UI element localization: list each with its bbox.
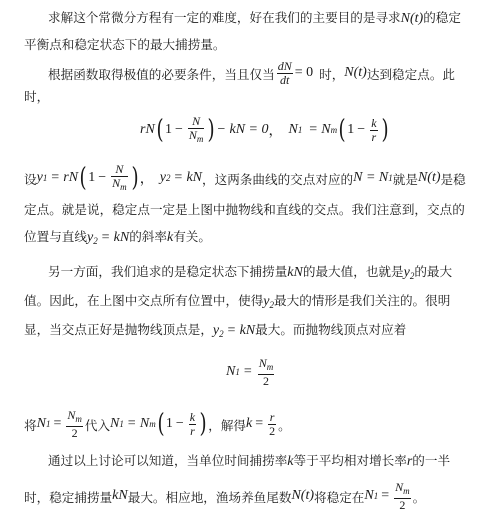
text: 的斜率 (129, 229, 167, 244)
fraction-k-r (189, 411, 196, 438)
math: N (364, 488, 374, 503)
sub: m (120, 181, 127, 192)
para4-line2 (24, 293, 450, 313)
num: k (371, 115, 377, 130)
math: N (110, 416, 120, 431)
sub: m (196, 133, 204, 144)
math: rN (140, 122, 155, 137)
sub: 2 (166, 173, 171, 183)
text: 。 (412, 489, 426, 505)
equation-vertex (226, 352, 276, 392)
den: 2 (399, 497, 406, 512)
math: N (36, 416, 46, 431)
den: 2 (263, 373, 269, 388)
den (111, 177, 128, 194)
math: N (395, 479, 404, 494)
den: r (371, 129, 377, 144)
math: N (288, 122, 298, 137)
math: N (112, 175, 121, 190)
fraction-dN-dt (277, 60, 293, 87)
math: = (381, 488, 390, 503)
lparen: ( (157, 409, 165, 439)
math: kN (287, 265, 303, 280)
text: 的最大值，也就是 (302, 264, 404, 279)
math: y (86, 230, 94, 245)
den: r (190, 423, 195, 438)
num: N (115, 161, 124, 176)
text: 是稳 (440, 171, 466, 187)
math: y (403, 265, 410, 280)
para1-line2 (24, 37, 226, 53)
text: 设 (24, 171, 37, 187)
math: ， (268, 124, 283, 139)
sub: m (149, 419, 156, 429)
rparen: ) (207, 115, 216, 145)
math: = rN (50, 170, 79, 185)
math: y (212, 323, 220, 338)
text: 代入 (84, 417, 111, 433)
text: 显，当交点正好是抛物线顶点是， (24, 322, 213, 337)
lparen: ( (156, 115, 164, 145)
text: 位置与直线 (24, 229, 87, 244)
math: N(t) (291, 488, 314, 503)
math: − (175, 416, 184, 431)
math: − (98, 170, 107, 185)
text: 的最大 (414, 264, 453, 279)
para4-line1 (48, 264, 452, 284)
den: dt (280, 72, 290, 87)
text: 。 (278, 417, 291, 433)
num: r (269, 409, 275, 424)
lparen: ( (338, 115, 346, 145)
math: y (263, 294, 270, 309)
math: − kN = 0 (216, 122, 269, 137)
math: y (159, 170, 166, 185)
math: k (166, 230, 174, 245)
para5-line1 (24, 402, 291, 446)
para2-line1 (48, 56, 455, 90)
math: N (258, 355, 267, 370)
math: = (53, 416, 62, 431)
sub: 1 (297, 125, 303, 135)
num (394, 481, 411, 498)
text: 的稳定 (423, 10, 461, 25)
text: 的一半 (412, 453, 451, 468)
math: k (246, 416, 253, 431)
math: 1 (165, 416, 173, 431)
fraction-Nm-2 (258, 357, 275, 388)
rparen: ) (199, 409, 207, 439)
sub: 1 (42, 173, 48, 183)
text: 时，稳定捕捞量 (24, 489, 113, 505)
text: 求解这个常微分方程有一定的难度，好在我们的主要目的是寻求 (48, 10, 401, 25)
math: = kN (226, 323, 256, 338)
math: = kN (100, 230, 130, 245)
text: 等于平均相对增长率 (293, 453, 407, 468)
math-Nt: N(t) (400, 11, 424, 26)
num: dN (277, 58, 292, 73)
text: 时， (319, 66, 345, 82)
fraction-k-r (370, 117, 377, 144)
sub: 2 (269, 300, 274, 310)
text: 根据函数取得极值的必要条件，当且仅当 (48, 66, 275, 82)
text: 时， (24, 89, 50, 104)
math: 1 (164, 122, 172, 137)
math: N (67, 407, 76, 422)
math-Nt: N(t) (344, 65, 367, 80)
math: 1 (347, 122, 355, 137)
fraction-Nm-2 (66, 409, 83, 440)
math: − (174, 122, 183, 137)
para6-line1 (48, 453, 450, 470)
lparen: ( (79, 163, 87, 193)
para4-line3 (24, 322, 406, 342)
text: 平衡点和稳定状态下的最大捕捞量。 (24, 37, 226, 52)
math: = N (126, 416, 150, 431)
math: N (226, 364, 236, 379)
den: 2 (269, 423, 276, 438)
math-eq0: = 0 (294, 65, 314, 80)
sub: 1 (45, 419, 51, 429)
sub: 1 (119, 419, 124, 429)
para3-line1 (24, 158, 466, 198)
text: ，解得 (208, 417, 247, 433)
sub: 2 (219, 329, 224, 339)
math: = kN (173, 170, 202, 185)
math: − (357, 122, 366, 137)
text: 将 (24, 417, 37, 433)
text: 另一方面，我们追求的是稳定状态下捕捞量 (48, 264, 288, 279)
num (66, 409, 83, 426)
sub: 1 (235, 367, 240, 377)
fraction-r-2 (268, 411, 276, 438)
math: = (255, 416, 264, 431)
sub: m (403, 485, 410, 496)
equation-stable-point (140, 110, 390, 150)
math: = N (308, 122, 331, 137)
text: 定点。就是说，稳定点一定是上图中抛物线和直线的交点。我们注意到，交点的 (24, 202, 465, 217)
para6-line2 (24, 476, 425, 516)
fraction-Nm-2 (394, 481, 411, 512)
math: kN (112, 488, 128, 503)
sub: 1 (388, 173, 393, 183)
num: N (192, 113, 201, 128)
text: 值。因此，在上图中交点所有位置中，使得 (24, 293, 264, 308)
para1-line1 (48, 10, 461, 27)
sub: 2 (409, 271, 415, 281)
sub: m (330, 125, 338, 135)
den (188, 129, 205, 146)
math: ， (139, 172, 154, 187)
text: 达到稳定点。此 (366, 66, 456, 82)
para2-line2 (24, 89, 49, 105)
num (258, 357, 275, 374)
math: k (287, 454, 294, 469)
rparen: ) (381, 115, 389, 145)
den: 2 (71, 425, 78, 440)
math: r (406, 454, 413, 469)
math: = (243, 364, 252, 379)
text: 最大。而抛物线顶点对应着 (255, 322, 407, 337)
rparen: ) (131, 163, 139, 193)
sub: 1 (373, 491, 379, 501)
sub: m (266, 361, 274, 372)
sub: m (75, 413, 82, 424)
math: N = N (353, 170, 389, 185)
math: N(t) (417, 170, 441, 185)
text: 就是 (392, 171, 418, 187)
sub: 2 (93, 236, 98, 246)
math: 1 (88, 170, 96, 185)
math: N (188, 127, 197, 142)
text: 最大的情形是我们关注的。很明 (274, 293, 451, 308)
text: 有关。 (173, 229, 211, 244)
text: 将稳定在 (314, 489, 365, 505)
para3-line2 (24, 202, 465, 218)
text: ，这两条曲线的交点对应的 (202, 171, 354, 187)
text: 通过以上讨论可以知道，当单位时间捕捞率 (48, 453, 288, 468)
math: y (36, 170, 43, 185)
fraction-N-Nm (188, 115, 205, 146)
fraction-N-Nm (111, 163, 128, 194)
num: k (189, 409, 196, 424)
para3-line3 (24, 229, 211, 249)
text: 最大。相应地，渔场养鱼尾数 (127, 489, 292, 505)
